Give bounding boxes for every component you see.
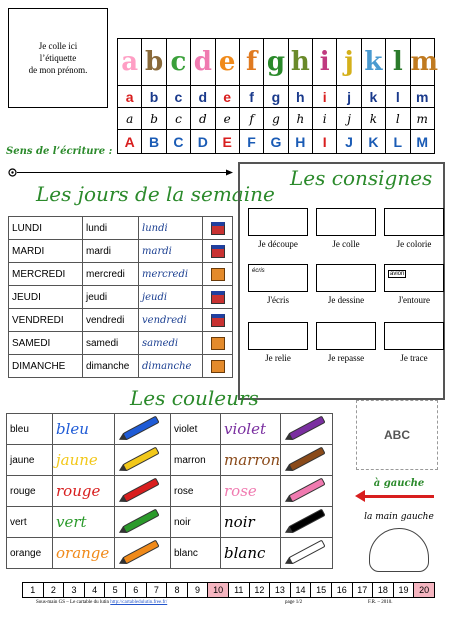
number-cell: 7 <box>146 583 167 598</box>
day-lower: mardi <box>83 240 139 263</box>
pencil-cell <box>115 476 171 507</box>
drawing-icon <box>316 264 376 292</box>
letter-a-illustration: a <box>121 47 139 77</box>
consigne-label: Je découpe <box>258 239 298 249</box>
day-icon-cell <box>203 332 233 355</box>
consignes-panel <box>238 162 445 400</box>
color-cursive: bleu <box>53 414 115 445</box>
cursive-letter-cell: b <box>142 108 166 130</box>
day-caps: JEUDI <box>9 286 83 309</box>
alphabet-picture-cell <box>166 39 190 86</box>
cursive-letter-cell: f <box>239 108 263 130</box>
coloring-icon <box>384 208 444 236</box>
pencil-cell <box>115 507 171 538</box>
day-row <box>9 286 233 309</box>
pencil-cell <box>281 538 333 569</box>
pencil-icon <box>288 508 325 533</box>
number-line-table <box>22 582 435 598</box>
ecris-sample-word: écris <box>252 268 265 274</box>
letter-h-illustration: h <box>290 47 310 77</box>
color-name: rose <box>171 476 221 507</box>
cursive-letter-cell: a <box>118 108 142 130</box>
avion-sample-word: avion <box>390 271 405 277</box>
print-letter-cell: k <box>361 86 385 108</box>
consigne-label: Je dessine <box>327 295 365 305</box>
day-cursive: jeudi <box>139 286 203 309</box>
capital-letter-cell: D <box>191 130 215 154</box>
letter-f-illustration: f <box>245 47 258 77</box>
day-lower: vendredi <box>83 309 139 332</box>
day-caps: VENDREDI <box>9 309 83 332</box>
print-letter-cell: c <box>166 86 190 108</box>
print-letter-cell: a <box>118 86 142 108</box>
pencil-icon <box>288 477 325 502</box>
day-icon-cell <box>203 263 233 286</box>
capital-letter-cell: H <box>288 130 312 154</box>
color-name: noir <box>171 507 221 538</box>
footer-page: page 1/2 <box>285 600 303 605</box>
number-cell: 5 <box>105 583 126 598</box>
print-letter-cell: j <box>337 86 361 108</box>
day-icon-cell <box>203 309 233 332</box>
letter-b-illustration: b <box>144 47 164 77</box>
day-row <box>9 240 233 263</box>
day-cursive: dimanche <box>139 355 203 378</box>
name-box-text: Je colle ici l’étiquette de mon prénom. <box>28 41 88 75</box>
footer-credit: F.R. – 2010. <box>368 600 393 605</box>
left-hand-panel <box>354 478 444 572</box>
pencil-cell <box>115 414 171 445</box>
pencil-icon <box>288 446 325 471</box>
number-cell: 1 <box>23 583 44 598</box>
calendar-icon <box>211 245 225 258</box>
abc-book-label: ABC <box>384 428 410 442</box>
capital-letter-cell: L <box>386 130 410 154</box>
alphabet-picture-cell <box>239 39 263 86</box>
alphabet-print-row <box>118 86 435 108</box>
house-icon <box>211 360 225 373</box>
cursive-letter-cell: c <box>166 108 190 130</box>
consigne-label: Je colorie <box>396 239 432 249</box>
cursive-letter-cell: h <box>288 108 312 130</box>
color-cursive: noir <box>221 507 281 538</box>
day-caps: MERCREDI <box>9 263 83 286</box>
scissors-icon <box>248 208 308 236</box>
number-cell: 16 <box>331 583 352 598</box>
color-cursive: orange <box>53 538 115 569</box>
calendar-icon <box>211 222 225 235</box>
calendar-icon <box>211 291 225 304</box>
alphabet-picture-cell <box>118 39 142 86</box>
consignes-section-title: Les consignes <box>290 166 433 190</box>
letter-g-illustration: g <box>266 47 286 77</box>
pencil-icon <box>288 415 325 440</box>
calendar-icon <box>211 314 225 327</box>
day-caps: LUNDI <box>9 217 83 240</box>
print-letter-cell: b <box>142 86 166 108</box>
day-cursive: lundi <box>139 217 203 240</box>
number-cell: 13 <box>270 583 291 598</box>
color-name: violet <box>171 414 221 445</box>
alphabet-picture-cell <box>142 39 166 86</box>
day-lower: jeudi <box>83 286 139 309</box>
day-row <box>9 332 233 355</box>
day-caps: MARDI <box>9 240 83 263</box>
day-icon-cell <box>203 217 233 240</box>
footer-link[interactable]: http://cartabledulutin.free.fr/ <box>110 600 168 605</box>
day-row <box>9 263 233 286</box>
color-name: bleu <box>7 414 53 445</box>
color-row <box>7 414 333 445</box>
number-cell: 4 <box>84 583 105 598</box>
letter-k-illustration: k <box>364 47 383 77</box>
day-icon-cell <box>203 355 233 378</box>
capital-letter-cell: E <box>215 130 239 154</box>
name-label-box <box>8 8 108 108</box>
number-cell: 3 <box>64 583 85 598</box>
color-row <box>7 507 333 538</box>
colors-table <box>6 413 333 569</box>
pencil-cell <box>115 538 171 569</box>
number-cell: 10 <box>208 583 229 598</box>
left-hand-label: la main gauche <box>364 512 434 522</box>
house-icon <box>211 268 225 281</box>
glue-icon <box>316 208 376 236</box>
capital-letter-cell: A <box>118 130 142 154</box>
color-cursive: marron <box>221 445 281 476</box>
pencil-cell <box>115 445 171 476</box>
day-row <box>9 309 233 332</box>
day-cursive: vendredi <box>139 309 203 332</box>
alphabet-capitals-row <box>118 130 435 154</box>
alphabet-picture-cell <box>215 39 239 86</box>
day-icon-cell <box>203 240 233 263</box>
print-letter-cell: d <box>191 86 215 108</box>
number-cell: 19 <box>393 583 414 598</box>
colors-section-title: Les couleurs <box>130 386 259 410</box>
letter-d-illustration: d <box>193 47 212 77</box>
pencil-cell <box>281 476 333 507</box>
consigne-label: J'entoure <box>397 295 431 305</box>
alphabet-picture-cell <box>410 39 439 86</box>
circling-icon <box>384 264 444 292</box>
cursive-letter-cell: g <box>264 108 288 130</box>
number-cell: 2 <box>43 583 64 598</box>
cursive-letter-cell: j <box>337 108 361 130</box>
consigne-label: Je repasse <box>327 353 365 363</box>
capital-letter-cell: K <box>361 130 385 154</box>
day-cursive: samedi <box>139 332 203 355</box>
line-icon <box>384 322 444 350</box>
letter-m-illustration: m <box>410 47 439 77</box>
day-cursive: mardi <box>139 240 203 263</box>
print-letter-cell: g <box>264 86 288 108</box>
capital-letter-cell: G <box>264 130 288 154</box>
writing-direction-title: Sens de l’écriture : <box>6 146 113 157</box>
number-cell: 17 <box>352 583 373 598</box>
day-caps: DIMANCHE <box>9 355 83 378</box>
alphabet-picture-cell <box>337 39 361 86</box>
number-line-row <box>23 583 435 598</box>
print-letter-cell: f <box>239 86 263 108</box>
left-direction-title: à gauche <box>373 478 425 489</box>
letter-c-illustration: c <box>170 47 187 77</box>
pencil-icon <box>122 415 159 440</box>
alphabet-picture-cell <box>264 39 288 86</box>
capital-letter-cell: C <box>166 130 190 154</box>
house-icon <box>211 337 225 350</box>
child-reading-illustration <box>356 400 438 470</box>
color-cursive: rose <box>221 476 281 507</box>
color-name: marron <box>171 445 221 476</box>
day-icon-cell <box>203 286 233 309</box>
day-lower: mercredi <box>83 263 139 286</box>
alphabet-picture-cell <box>313 39 337 86</box>
alphabet-picture-row <box>118 39 435 86</box>
number-cell: 18 <box>373 583 394 598</box>
consigne-label: Je trace <box>400 353 428 363</box>
consigne-label: Je relie <box>265 353 291 363</box>
print-letter-cell: e <box>215 86 239 108</box>
left-arrow-icon <box>364 495 434 498</box>
alphabet-table <box>117 38 439 154</box>
capital-letter-cell: F <box>239 130 263 154</box>
footer-source <box>36 600 167 605</box>
capital-letter-cell: M <box>410 130 435 154</box>
color-name: orange <box>7 538 53 569</box>
day-row <box>9 217 233 240</box>
color-name: blanc <box>171 538 221 569</box>
consigne-label: Je colle <box>332 239 360 249</box>
number-cell: 6 <box>125 583 146 598</box>
color-cursive: violet <box>221 414 281 445</box>
day-lower: samedi <box>83 332 139 355</box>
print-letter-cell: m <box>410 86 435 108</box>
day-row <box>9 355 233 378</box>
left-hand-icon <box>369 528 429 572</box>
days-section-title: Les jours de la semaine <box>36 182 275 206</box>
color-name: rouge <box>7 476 53 507</box>
pencil-icon <box>122 508 159 533</box>
number-cell: 11 <box>228 583 249 598</box>
capital-letter-cell: J <box>337 130 361 154</box>
number-cell: 9 <box>187 583 208 598</box>
letter-j-illustration: j <box>344 47 354 77</box>
tracing-icon <box>316 322 376 350</box>
alphabet-picture-cell <box>191 39 215 86</box>
color-cursive: jaune <box>53 445 115 476</box>
color-row <box>7 538 333 569</box>
day-cursive: mercredi <box>139 263 203 286</box>
letter-e-illustration: e <box>218 47 236 77</box>
color-cursive: vert <box>53 507 115 538</box>
number-cell: 8 <box>167 583 188 598</box>
day-lower: dimanche <box>83 355 139 378</box>
number-cell: 12 <box>249 583 270 598</box>
letter-i-illustration: i <box>319 47 330 77</box>
number-cell: 15 <box>311 583 332 598</box>
number-cell: 20 <box>414 583 435 598</box>
linking-icon <box>248 322 308 350</box>
print-letter-cell: h <box>288 86 312 108</box>
alphabet-cursive-row <box>118 108 435 130</box>
pencil-icon <box>122 477 159 502</box>
cursive-letter-cell: i <box>313 108 337 130</box>
writing-direction-arrow-icon <box>8 168 233 177</box>
color-cursive: rouge <box>53 476 115 507</box>
alphabet-picture-cell <box>288 39 312 86</box>
pencil-icon <box>122 446 159 471</box>
cursive-letter-cell: d <box>191 108 215 130</box>
color-name: jaune <box>7 445 53 476</box>
day-lower: lundi <box>83 217 139 240</box>
pencil-cell <box>281 414 333 445</box>
letter-l-illustration: l <box>392 47 403 77</box>
color-row <box>7 445 333 476</box>
cursive-letter-cell: m <box>410 108 435 130</box>
color-row <box>7 476 333 507</box>
capital-letter-cell: B <box>142 130 166 154</box>
pencil-icon <box>122 539 159 564</box>
capital-letter-cell: I <box>313 130 337 154</box>
cursive-letter-cell: l <box>386 108 410 130</box>
footer-source-text: Sous-main GS – Le cartable du lutin <box>36 600 110 605</box>
consigne-label: J'écris <box>266 295 290 305</box>
cursive-letter-cell: e <box>215 108 239 130</box>
color-name: vert <box>7 507 53 538</box>
pencil-icon <box>288 539 325 564</box>
number-cell: 14 <box>290 583 311 598</box>
cursive-letter-cell: k <box>361 108 385 130</box>
pencil-cell <box>281 445 333 476</box>
print-letter-cell: l <box>386 86 410 108</box>
days-table <box>8 216 233 378</box>
alphabet-picture-cell <box>361 39 385 86</box>
pencil-cell <box>281 507 333 538</box>
alphabet-picture-cell <box>386 39 410 86</box>
day-caps: SAMEDI <box>9 332 83 355</box>
color-cursive: blanc <box>221 538 281 569</box>
print-letter-cell: i <box>313 86 337 108</box>
